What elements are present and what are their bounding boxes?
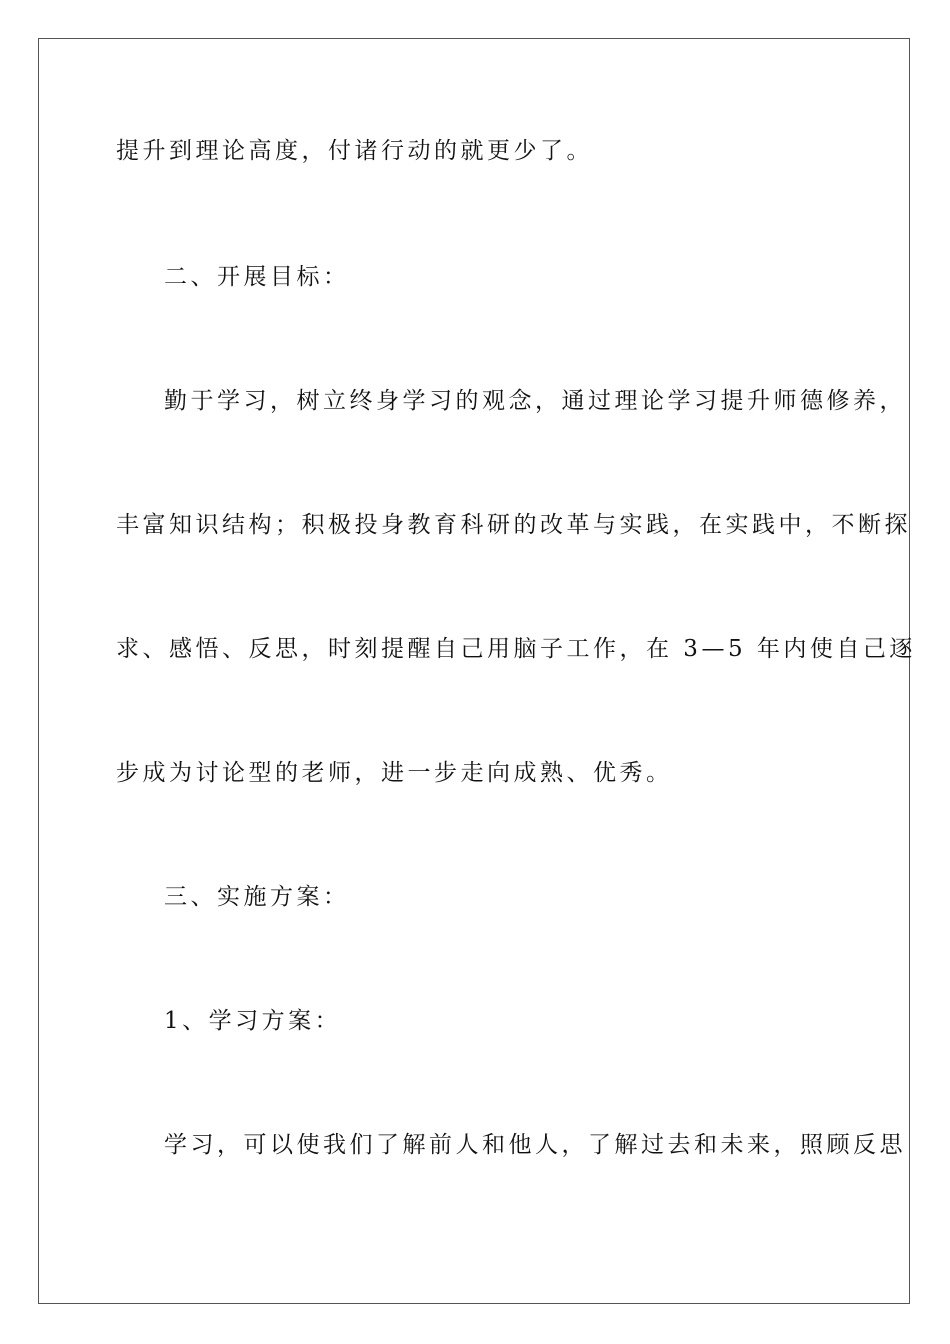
body-text-line: 丰富知识结构；积极投身教育科研的改革与实践，在实践中，不断探 — [116, 512, 911, 538]
section-heading: 二、开展目标： — [164, 264, 350, 290]
body-text-line: 步成为讨论型的老师，进一步走向成熟、优秀。 — [116, 760, 673, 786]
body-text-line: 提升到理论高度，付诸行动的就更少了。 — [116, 138, 593, 164]
subsection-heading: 1、学习方案： — [164, 1008, 342, 1034]
body-text-line: 求、感悟、反思，时刻提醒自己用脑子工作，在 3—5 年内使自己逐 — [116, 636, 916, 662]
section-heading: 三、实施方案： — [164, 884, 350, 910]
body-text-line: 勤于学习，树立终身学习的观念，通过理论学习提升师德修养， — [164, 388, 906, 414]
page-frame — [38, 38, 910, 1304]
body-text-line: 学习，可以使我们了解前人和他人，了解过去和未来，照顾反思 — [164, 1132, 906, 1158]
